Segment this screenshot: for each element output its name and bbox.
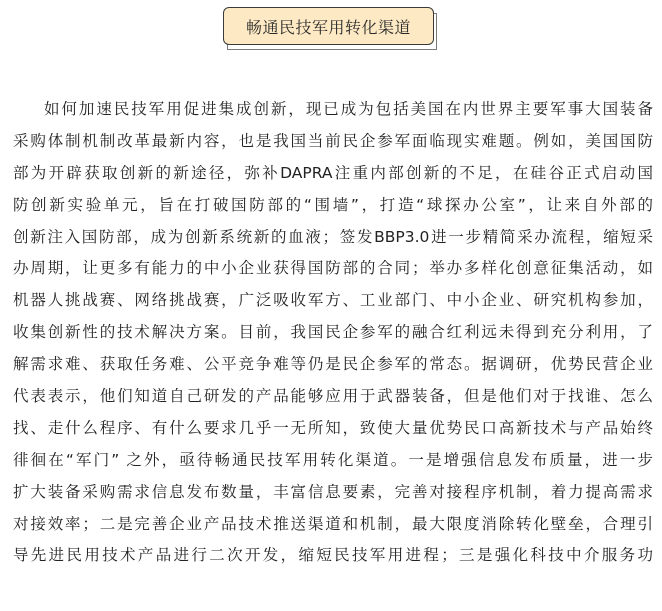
article-body bbox=[13, 94, 653, 572]
paragraph-line: 扩大装备采购需求信息发布数量，丰富信息要素，完善对接程序机制，着力提高需求 bbox=[13, 482, 653, 501]
paragraph-line: 对接效率；二是完善企业产品技术推送渠道和机制，最大限度消除转化壁垒，合理引 bbox=[13, 514, 653, 533]
paragraph-line: 导先进民用技术产品进行二次开发，缩短民技军用进程；三是强化科技中介服务功 bbox=[13, 546, 653, 565]
section-title-banner bbox=[223, 7, 439, 51]
paragraph-line: 防创新实验单元，旨在打破国防部的“围墙”，打造“球探办公室”，让来自外部的 bbox=[13, 195, 653, 214]
paragraph-line: 创新注入国防部，成为创新系统新的血液；签发BBP3.0进一步精简采办流程，缩短采 bbox=[13, 227, 653, 246]
paragraph-line: 如何加速民技军用促进集成创新，现已成为包括美国在内世界主要军事大国装备 bbox=[44, 100, 653, 118]
paragraph-line: 找、走什么程序、有什么要求几乎一无所知，致使大量优势民口高新技术与产品始终 bbox=[13, 418, 653, 437]
paragraph-line: 徘徊在“军门” 之外，亟待畅通民技军用转化渠道。一是增强信息发布质量，进一步 bbox=[13, 450, 653, 469]
paragraph-line: 采购体制机制改革最新内容，也是我国当前民企参军面临现实难题。例如，美国国防 bbox=[13, 131, 653, 150]
paragraph-line: 机器人挑战赛、网络挑战赛，广泛吸收军方、工业部门、中小企业、研究机构参加， bbox=[13, 291, 653, 310]
section-title: 畅通民技军用转化渠道 bbox=[223, 7, 434, 45]
paragraph-line: 部为开辟获取创新的新途径，弥补DAPRA注重内部创新的不足，在硅谷正式启动国 bbox=[13, 163, 653, 182]
paragraph-line: 解需求难、获取任务难、公平竞争难等仍是民企参军的常态。据调研，优势民营企业 bbox=[13, 355, 653, 374]
paragraph-line: 收集创新性的技术解决方案。目前，我国民企参军的融合红利远未得到充分利用，了 bbox=[13, 323, 653, 342]
paragraph-line: 办周期，让更多有能力的中小企业获得国防部的合同；举办多样化创意征集活动，如 bbox=[13, 259, 653, 278]
paragraph-line: 代表表示，他们知道自己研发的产品能够应用于武器装备，但是他们对于找谁、怎么 bbox=[13, 387, 653, 406]
